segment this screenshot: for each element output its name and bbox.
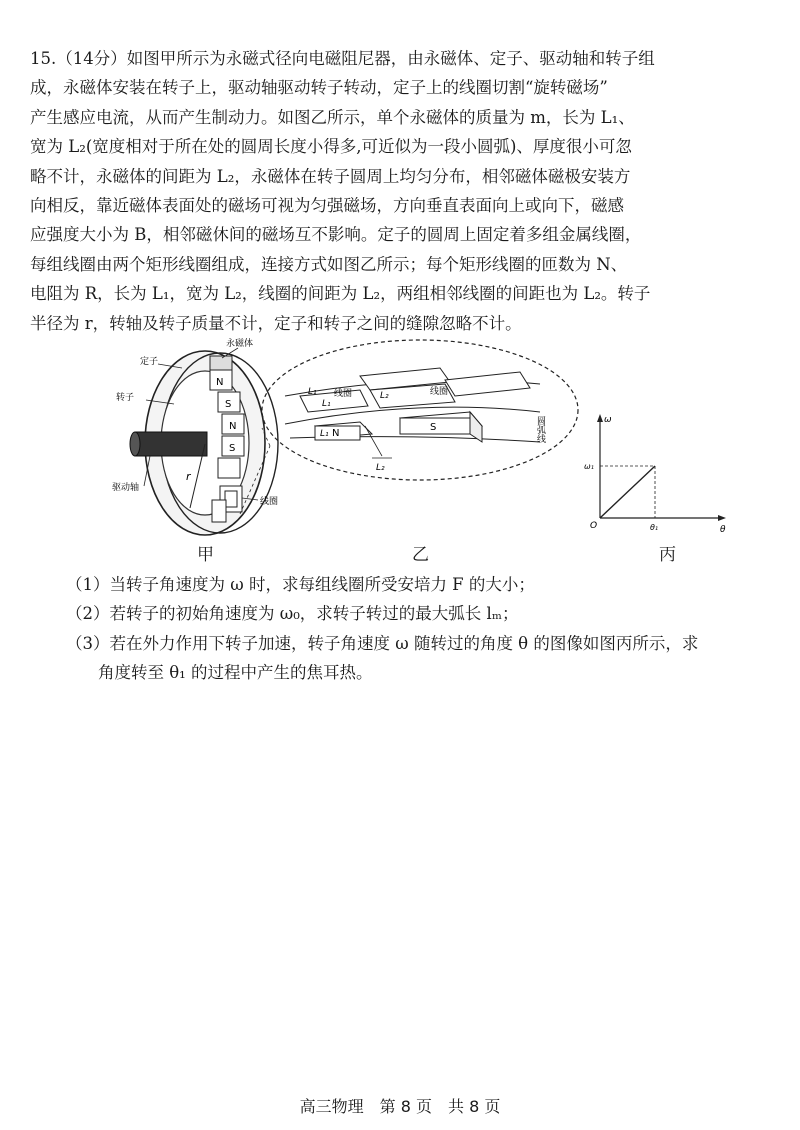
problem-line: 电阻为 R，长为 L₁，宽为 L₂，线圈的间距为 L₂，两组相邻线圈的间距也为 L₂。转子 [30, 284, 651, 304]
problem-line: 产生感应电流，从而产生制动力。如图乙所示，单个永磁体的质量为 m，长为 L₁、 [30, 107, 635, 127]
page-footer: 高三物理 第 8 页 共 8 页 [299, 1097, 501, 1116]
callout-permanent-magnet: 永磁体 [226, 339, 254, 349]
question-1: （1）当转子角速度为 ω 时，求每组线圈所受安培力 F 的大小； [66, 575, 535, 594]
problem-line: 15.（14分）如图甲所示为永磁式径向电磁阻尼器，由永磁体、定子、驱动轴和转子组 [30, 49, 655, 68]
figure-label-bing: 丙 [659, 545, 676, 565]
tick-theta-1: θ₁ [650, 523, 659, 532]
figure-jia-diagram [112, 338, 278, 535]
figure-label-yi: 乙 [412, 545, 429, 565]
problem-line: 每组线圈由两个矩形线圈组成，连接方式如图乙所示；每个矩形线圈的匝数为 N、 [30, 254, 628, 274]
callout-arc: 圆弧线 [535, 416, 545, 443]
omega-theta-line [600, 466, 655, 518]
callout-coil-a: 线圈 [334, 389, 353, 399]
question-3-continued: 角度转至 θ₁ 的过程中产生的焦耳热。 [98, 663, 373, 683]
question-3: （3）若在外力作用下转子加速，转子角速度 ω 随转过的角度 θ 的图像如图丙所示，求 [66, 633, 699, 653]
problem-line: 应强度大小为 B，相邻磁休间的磁场互不影响。定子的圆周上固定着多组金属线圈， [30, 225, 642, 245]
callout-drive-shaft: 驱动轴 [112, 483, 140, 493]
label-radius: r [186, 470, 191, 483]
figure-diagrams [110, 338, 750, 538]
figure-bing-graph [584, 414, 726, 535]
problem-line: 宽为 L₂(宽度相对于所在处的圆周长度小得多,可近似为一段小圆弧)、厚度很小可忽 [30, 137, 632, 157]
callout-coil: 线圈 [260, 497, 279, 507]
origin-label: O [590, 521, 598, 531]
pole-label: N [216, 377, 224, 388]
tick-omega-1: ω₁ [584, 462, 594, 471]
axis-label-omega: ω [604, 415, 612, 425]
problem-line: 略不计，永磁体的间距为 L₂，永磁体在转子圆周上均匀分布，相邻磁体磁极安装方 [30, 166, 631, 186]
pole-label: S [430, 422, 437, 433]
pole-label: S [225, 399, 232, 410]
dim-L1-c: L₁ [320, 429, 329, 439]
callout-coil-b: 线圈 [430, 387, 449, 397]
dim-L2-a: L₂ [380, 391, 389, 401]
pole-label: S [229, 443, 236, 454]
pole-label: N [229, 421, 237, 432]
problem-statement [30, 44, 772, 338]
problem-line: 成，永磁体安装在转子上，驱动轴驱动转子转动，定子上的线圈切割“旋转磁场” [30, 78, 608, 98]
callout-rotor: 转子 [116, 393, 135, 403]
dim-L1-a: L₁ [308, 387, 317, 397]
problem-line: 半径为 r，转轴及转子质量不计，定子和转子之间的缝隙忽略不计。 [30, 313, 522, 333]
dim-L2-b: L₂ [376, 463, 385, 473]
figure-label-jia: 甲 [197, 545, 214, 565]
problem-line: 向相反，靠近磁体表面处的磁场可视为匀强磁场，方向垂直表面向上或向下，磁感 [30, 196, 624, 216]
figure-group [110, 338, 750, 568]
pole-label: N [332, 428, 340, 439]
question-2: （2）若转子的初始角速度为 ω₀，求转子转过的最大弧长 lₘ； [66, 604, 519, 624]
dim-L1-b: L₁ [322, 399, 331, 409]
figure-yi-diagram [240, 340, 578, 514]
question-list [66, 570, 774, 688]
callout-stator: 定子 [140, 357, 159, 367]
axis-label-theta: θ [720, 525, 726, 535]
